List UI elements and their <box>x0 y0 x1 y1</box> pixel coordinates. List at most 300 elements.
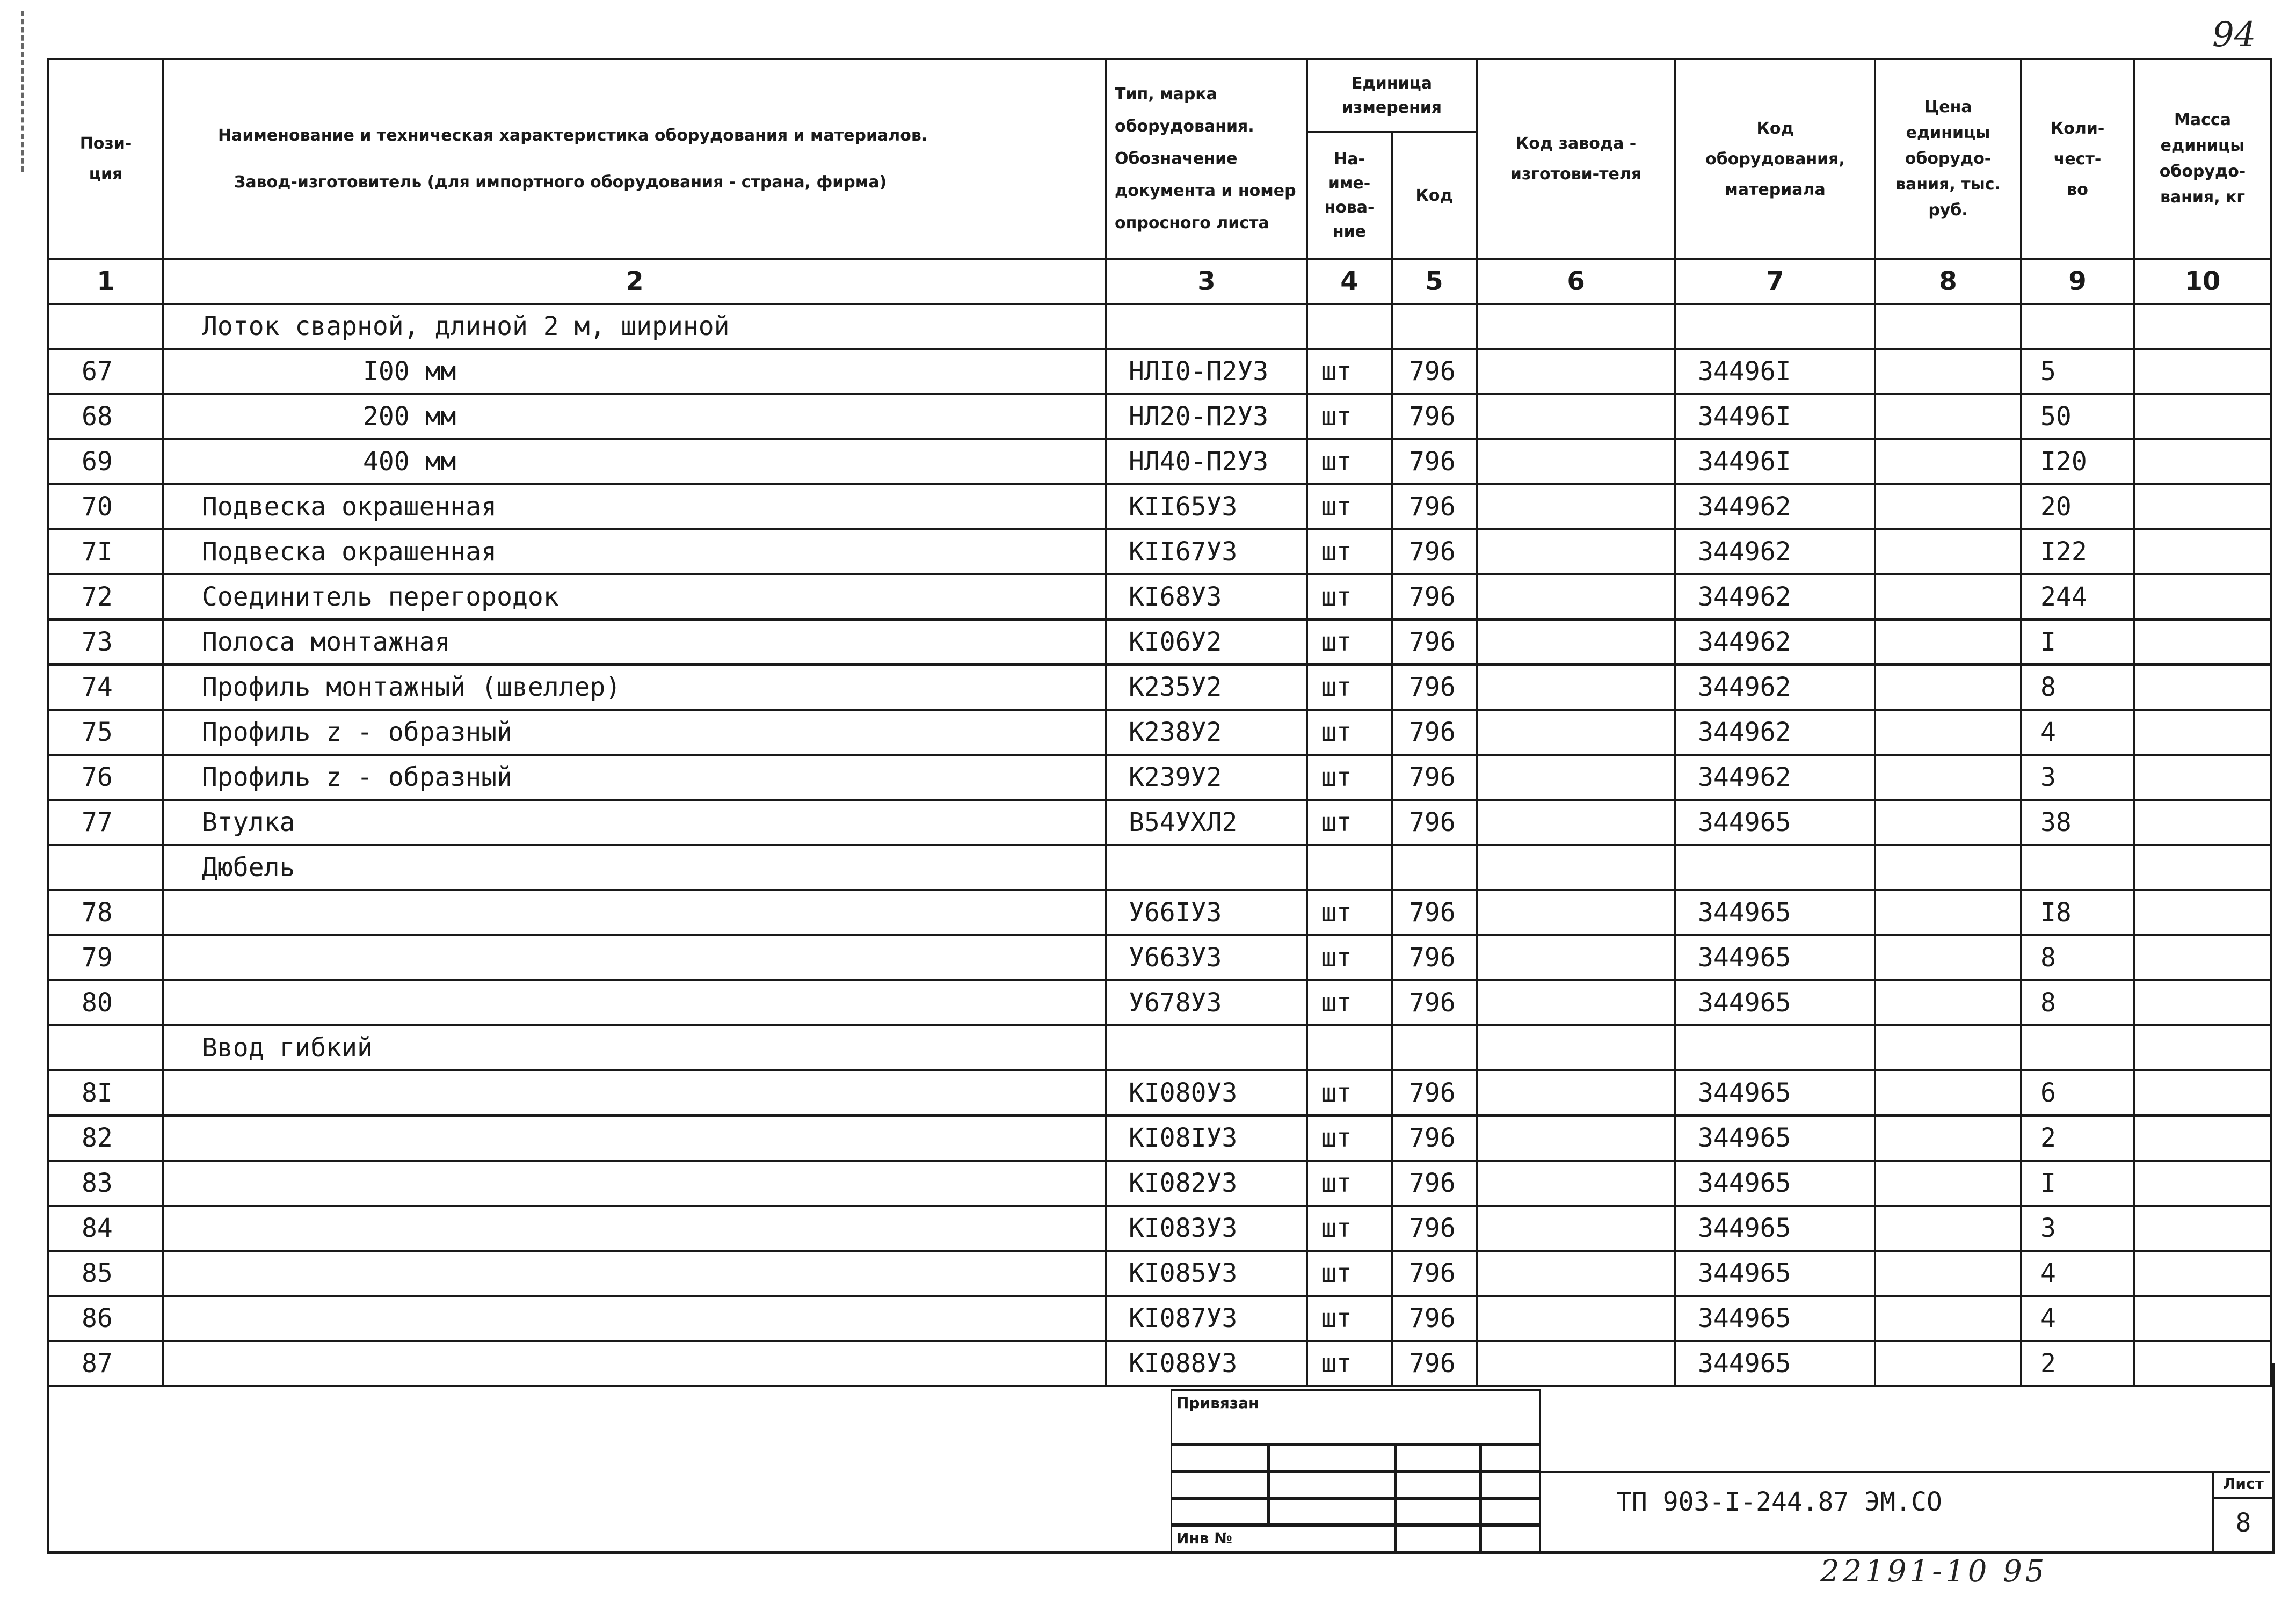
row-unit-code: 796 <box>1392 349 1477 394</box>
row-material-code <box>1675 845 1875 890</box>
row-quantity: I20 <box>2021 439 2134 484</box>
row-unit-name <box>1307 1025 1392 1070</box>
row-type-mark: У678УЗ <box>1106 980 1307 1025</box>
row-type-mark: К238У2 <box>1106 710 1307 755</box>
header-type: Тип, марка оборудования. Обозначение документа и номер опросного листа <box>1106 59 1307 259</box>
column-number: 8 <box>1875 259 2021 304</box>
row-material-code: 344965 <box>1675 935 1875 980</box>
row-type-mark: К239У2 <box>1106 755 1307 800</box>
stamp-grid-cell <box>1171 1497 1270 1527</box>
row-name: Профиль z - образный <box>163 710 1106 755</box>
row-quantity: 244 <box>2021 574 2134 619</box>
row-manufacturer-code <box>1477 710 1675 755</box>
row-quantity: I <box>2021 1161 2134 1206</box>
table-row <box>48 529 2271 574</box>
row-unit-code: 796 <box>1392 980 1477 1025</box>
attachment-stamp <box>1171 1389 1541 1556</box>
row-unit-name: шт <box>1307 1070 1392 1115</box>
sheet-label: Лист <box>2214 1471 2272 1499</box>
column-number: 3 <box>1106 259 1307 304</box>
row-mass <box>2134 1115 2271 1161</box>
table-row <box>48 439 2271 484</box>
row-unit-code: 796 <box>1392 1251 1477 1296</box>
row-mass <box>2134 349 2271 394</box>
row-type-mark <box>1106 1025 1307 1070</box>
stamp-inv-label: Инв № <box>1176 1529 1232 1547</box>
row-name <box>163 1115 1106 1161</box>
row-type-mark: КI06У2 <box>1106 619 1307 665</box>
row-manufacturer-code <box>1477 394 1675 439</box>
row-manufacturer-code <box>1477 574 1675 619</box>
header-unit-name: На-име-нова-ние <box>1307 132 1392 259</box>
row-name: Профиль z - образный <box>163 755 1106 800</box>
table-row <box>48 935 2271 980</box>
row-manufacturer-code <box>1477 935 1675 980</box>
row-mass <box>2134 529 2271 574</box>
row-type-mark: КI68УЗ <box>1106 574 1307 619</box>
stamp-grid-cell <box>1479 1497 1541 1527</box>
row-quantity: 3 <box>2021 755 2134 800</box>
row-price <box>1875 1206 2021 1251</box>
stamp-inv-cell <box>1171 1523 1397 1554</box>
table-row <box>48 484 2271 529</box>
row-position: 72 <box>48 574 163 619</box>
row-material-code: 34496I <box>1675 349 1875 394</box>
row-position: 82 <box>48 1115 163 1161</box>
row-price <box>1875 980 2021 1025</box>
row-type-mark: К235У2 <box>1106 665 1307 710</box>
row-position: 7I <box>48 529 163 574</box>
row-quantity <box>2021 1025 2134 1070</box>
row-price <box>1875 755 2021 800</box>
row-material-code: 344962 <box>1675 574 1875 619</box>
row-mass <box>2134 619 2271 665</box>
row-quantity: 8 <box>2021 980 2134 1025</box>
table-row <box>48 304 2271 349</box>
row-price <box>1875 1115 2021 1161</box>
table-row <box>48 349 2271 394</box>
row-type-mark: У663УЗ <box>1106 935 1307 980</box>
row-name <box>163 890 1106 935</box>
row-unit-code: 796 <box>1392 1070 1477 1115</box>
column-number: 1 <box>48 259 163 304</box>
row-manufacturer-code <box>1477 845 1675 890</box>
row-unit-code: 796 <box>1392 1341 1477 1386</box>
row-material-code: 344962 <box>1675 529 1875 574</box>
specification-table <box>47 58 2272 1387</box>
row-manufacturer-code <box>1477 1025 1675 1070</box>
table-row <box>48 890 2271 935</box>
table-row <box>48 800 2271 845</box>
row-mass <box>2134 574 2271 619</box>
row-mass <box>2134 980 2271 1025</box>
header-position: Пози- ция <box>48 59 163 259</box>
row-name <box>163 980 1106 1025</box>
row-type-mark: НЛ20-П2УЗ <box>1106 394 1307 439</box>
row-name: Втулка <box>163 800 1106 845</box>
row-unit-name: шт <box>1307 800 1392 845</box>
row-mass <box>2134 439 2271 484</box>
header-material-code: Код оборудования, материала <box>1675 59 1875 259</box>
row-manufacturer-code <box>1477 1296 1675 1341</box>
row-material-code: 344965 <box>1675 1070 1875 1115</box>
stamp-grid-cell <box>1267 1443 1397 1473</box>
row-quantity: 3 <box>2021 1206 2134 1251</box>
row-manufacturer-code <box>1477 1251 1675 1296</box>
stamp-grid-cell <box>1394 1470 1482 1500</box>
row-position: 73 <box>48 619 163 665</box>
row-mass <box>2134 1251 2271 1296</box>
row-unit-code: 796 <box>1392 755 1477 800</box>
row-type-mark: КI08IУЗ <box>1106 1115 1307 1161</box>
row-material-code: 344962 <box>1675 484 1875 529</box>
row-price <box>1875 1070 2021 1115</box>
row-material-code: 344965 <box>1675 980 1875 1025</box>
row-name: Профиль монтажный (швеллер) <box>163 665 1106 710</box>
row-position: 75 <box>48 710 163 755</box>
row-quantity: 2 <box>2021 1115 2134 1161</box>
row-quantity <box>2021 304 2134 349</box>
row-quantity: 4 <box>2021 1251 2134 1296</box>
row-manufacturer-code <box>1477 800 1675 845</box>
row-name <box>163 1251 1106 1296</box>
row-mass <box>2134 1161 2271 1206</box>
row-name: I00 мм <box>163 349 1106 394</box>
row-material-code: 34496I <box>1675 394 1875 439</box>
row-unit-name: шт <box>1307 1341 1392 1386</box>
stamp-grid-cell <box>1394 1443 1482 1473</box>
row-price <box>1875 439 2021 484</box>
row-position: 84 <box>48 1206 163 1251</box>
row-quantity <box>2021 845 2134 890</box>
row-position: 87 <box>48 1341 163 1386</box>
sheet-number: 8 <box>2235 1508 2251 1538</box>
row-price <box>1875 890 2021 935</box>
row-manufacturer-code <box>1477 1206 1675 1251</box>
row-material-code <box>1675 304 1875 349</box>
row-position: 77 <box>48 800 163 845</box>
row-type-mark <box>1106 304 1307 349</box>
row-unit-code: 796 <box>1392 394 1477 439</box>
row-name: Дюбель <box>163 845 1106 890</box>
row-unit-code: 796 <box>1392 574 1477 619</box>
row-quantity: 5 <box>2021 349 2134 394</box>
row-unit-code: 796 <box>1392 619 1477 665</box>
row-unit-code: 796 <box>1392 1296 1477 1341</box>
row-name: Подвеска окрашенная <box>163 484 1106 529</box>
row-position: 76 <box>48 755 163 800</box>
row-name <box>163 1070 1106 1115</box>
column-number: 2 <box>163 259 1106 304</box>
table-row <box>48 1070 2271 1115</box>
row-quantity: I8 <box>2021 890 2134 935</box>
row-unit-code: 796 <box>1392 1206 1477 1251</box>
row-mass <box>2134 304 2271 349</box>
header-manufacturer-code: Код завода - изготови-теля <box>1477 59 1675 259</box>
row-manufacturer-code <box>1477 484 1675 529</box>
row-position: 67 <box>48 349 163 394</box>
stamp-grid-cell <box>1267 1497 1397 1527</box>
row-manufacturer-code <box>1477 1115 1675 1161</box>
row-name <box>163 1161 1106 1206</box>
row-position <box>48 304 163 349</box>
row-type-mark: НЛ40-П2УЗ <box>1106 439 1307 484</box>
row-mass <box>2134 1296 2271 1341</box>
row-quantity: 8 <box>2021 935 2134 980</box>
row-manufacturer-code <box>1477 304 1675 349</box>
column-number: 7 <box>1675 259 1875 304</box>
row-unit-code: 796 <box>1392 710 1477 755</box>
table-row <box>48 1025 2271 1070</box>
row-unit-code: 796 <box>1392 1161 1477 1206</box>
row-type-mark: КI080УЗ <box>1106 1070 1307 1115</box>
row-type-mark: КI087УЗ <box>1106 1296 1307 1341</box>
row-type-mark: КI083УЗ <box>1106 1206 1307 1251</box>
table-row <box>48 619 2271 665</box>
row-unit-name: шт <box>1307 349 1392 394</box>
table-row <box>48 665 2271 710</box>
row-manufacturer-code <box>1477 980 1675 1025</box>
row-quantity: 6 <box>2021 1070 2134 1115</box>
row-material-code: 344962 <box>1675 710 1875 755</box>
row-quantity: 38 <box>2021 800 2134 845</box>
row-price <box>1875 529 2021 574</box>
column-number: 9 <box>2021 259 2134 304</box>
row-unit-name: шт <box>1307 619 1392 665</box>
row-type-mark: У66IУЗ <box>1106 890 1307 935</box>
row-position: 8I <box>48 1070 163 1115</box>
table-row <box>48 755 2271 800</box>
row-unit-name: шт <box>1307 1115 1392 1161</box>
row-unit-code: 796 <box>1392 890 1477 935</box>
row-manufacturer-code <box>1477 890 1675 935</box>
row-position: 70 <box>48 484 163 529</box>
row-unit-name <box>1307 304 1392 349</box>
row-quantity: 8 <box>2021 665 2134 710</box>
row-manufacturer-code <box>1477 619 1675 665</box>
row-unit-code: 796 <box>1392 1115 1477 1161</box>
stamp-grid-cell <box>1171 1470 1270 1500</box>
row-price <box>1875 1296 2021 1341</box>
row-unit-code <box>1392 845 1477 890</box>
table-row <box>48 1206 2271 1251</box>
row-unit-name: шт <box>1307 1296 1392 1341</box>
row-mass <box>2134 800 2271 845</box>
stamp-grid-cell <box>1479 1470 1541 1500</box>
stamp-grid-cell <box>1394 1497 1482 1527</box>
row-manufacturer-code <box>1477 349 1675 394</box>
row-type-mark: НЛI0-П2УЗ <box>1106 349 1307 394</box>
row-position: 74 <box>48 665 163 710</box>
stamp-grid-cell <box>1267 1470 1397 1500</box>
row-position: 68 <box>48 394 163 439</box>
row-unit-name: шт <box>1307 980 1392 1025</box>
row-name: Полоса монтажная <box>163 619 1106 665</box>
title-block-divider <box>1541 1471 2270 1473</box>
row-unit-name: шт <box>1307 484 1392 529</box>
row-price <box>1875 349 2021 394</box>
header-mass: Масса единицы оборудо-вания, кг <box>2134 59 2271 259</box>
row-price <box>1875 665 2021 710</box>
row-material-code: 344965 <box>1675 800 1875 845</box>
row-position <box>48 845 163 890</box>
row-unit-name: шт <box>1307 665 1392 710</box>
row-price <box>1875 619 2021 665</box>
table-row <box>48 1115 2271 1161</box>
row-unit-code: 796 <box>1392 800 1477 845</box>
row-price <box>1875 484 2021 529</box>
row-type-mark: В54УХЛ2 <box>1106 800 1307 845</box>
row-position: 79 <box>48 935 163 980</box>
row-manufacturer-code <box>1477 1070 1675 1115</box>
row-mass <box>2134 935 2271 980</box>
table-row <box>48 710 2271 755</box>
row-material-code: 344965 <box>1675 1296 1875 1341</box>
column-number: 4 <box>1307 259 1392 304</box>
stamp-grid-cell <box>1479 1443 1541 1473</box>
row-unit-code <box>1392 1025 1477 1070</box>
column-number-row <box>48 259 2271 304</box>
stamp-attached-cell <box>1171 1389 1541 1446</box>
stamp-grid-cell <box>1479 1523 1541 1554</box>
row-price <box>1875 1161 2021 1206</box>
row-manufacturer-code <box>1477 529 1675 574</box>
row-price <box>1875 574 2021 619</box>
row-name: 400 мм <box>163 439 1106 484</box>
sheet-box <box>2212 1471 2272 1551</box>
row-price <box>1875 710 2021 755</box>
row-name <box>163 935 1106 980</box>
header-quantity: Коли-чест-во <box>2021 59 2134 259</box>
row-price <box>1875 845 2021 890</box>
row-type-mark: КII65УЗ <box>1106 484 1307 529</box>
row-unit-name: шт <box>1307 439 1392 484</box>
stamp-attached-label: Привязан <box>1176 1394 1259 1412</box>
row-mass <box>2134 484 2271 529</box>
row-unit-code: 796 <box>1392 439 1477 484</box>
row-manufacturer-code <box>1477 665 1675 710</box>
handwritten-archive-number: 22191-10 95 <box>1820 1554 2048 1589</box>
row-price <box>1875 1025 2021 1070</box>
row-mass <box>2134 394 2271 439</box>
row-material-code: 344962 <box>1675 665 1875 710</box>
header-unit-code: Код <box>1392 132 1477 259</box>
row-position: 83 <box>48 1161 163 1206</box>
row-position: 78 <box>48 890 163 935</box>
title-block-area <box>47 1363 2275 1554</box>
row-unit-code: 796 <box>1392 484 1477 529</box>
row-mass <box>2134 1206 2271 1251</box>
row-unit-code: 796 <box>1392 665 1477 710</box>
row-position: 86 <box>48 1296 163 1341</box>
row-unit-name: шт <box>1307 574 1392 619</box>
row-material-code: 344965 <box>1675 1206 1875 1251</box>
row-type-mark: КI088УЗ <box>1106 1341 1307 1386</box>
row-material-code: 344965 <box>1675 1251 1875 1296</box>
row-mass <box>2134 845 2271 890</box>
row-mass <box>2134 890 2271 935</box>
row-name: Ввод гибкий <box>163 1025 1106 1070</box>
header-name-line1: Наименование и техническая характеристика оборудования и материалов. <box>218 126 928 145</box>
row-material-code: 344965 <box>1675 890 1875 935</box>
table-row <box>48 845 2271 890</box>
row-quantity: I22 <box>2021 529 2134 574</box>
row-type-mark <box>1106 845 1307 890</box>
row-unit-name: шт <box>1307 394 1392 439</box>
header-price: Цена единицы оборудо-вания, тыс. руб. <box>1875 59 2021 259</box>
row-unit-name: шт <box>1307 1251 1392 1296</box>
row-name: Соединитель перегородок <box>163 574 1106 619</box>
row-price <box>1875 304 2021 349</box>
row-quantity: 2 <box>2021 1341 2134 1386</box>
row-quantity: 50 <box>2021 394 2134 439</box>
column-number: 10 <box>2134 259 2271 304</box>
row-material-code: 344965 <box>1675 1115 1875 1161</box>
table-row <box>48 1251 2271 1296</box>
handwritten-page-number: 94 <box>2212 15 2256 55</box>
document-code: ТП 903-I-244.87 ЭМ.СО <box>1616 1487 1942 1517</box>
table-row <box>48 574 2271 619</box>
row-name: Лоток сварной, длиной 2 м, шириной <box>163 304 1106 349</box>
table-row <box>48 1296 2271 1341</box>
header-name-line2: Завод-изготовитель (для импортного оборудования - страна, фирма) <box>234 173 887 192</box>
row-position <box>48 1025 163 1070</box>
row-mass <box>2134 755 2271 800</box>
header-unit-group: Единица измерения <box>1307 59 1477 132</box>
row-unit-name: шт <box>1307 710 1392 755</box>
row-material-code: 344965 <box>1675 1341 1875 1386</box>
row-material-code: 34496I <box>1675 439 1875 484</box>
row-mass <box>2134 710 2271 755</box>
row-name <box>163 1206 1106 1251</box>
row-name: Подвеска окрашенная <box>163 529 1106 574</box>
header-name <box>163 59 1106 259</box>
row-position: 80 <box>48 980 163 1025</box>
row-name: 200 мм <box>163 394 1106 439</box>
row-unit-name: шт <box>1307 1161 1392 1206</box>
column-number: 5 <box>1392 259 1477 304</box>
row-manufacturer-code <box>1477 439 1675 484</box>
row-mass <box>2134 1025 2271 1070</box>
row-quantity: I <box>2021 619 2134 665</box>
row-type-mark: КII67УЗ <box>1106 529 1307 574</box>
row-unit-name: шт <box>1307 529 1392 574</box>
table-row <box>48 980 2271 1025</box>
row-position: 69 <box>48 439 163 484</box>
row-material-code <box>1675 1025 1875 1070</box>
row-quantity: 20 <box>2021 484 2134 529</box>
row-mass <box>2134 665 2271 710</box>
row-unit-code: 796 <box>1392 935 1477 980</box>
row-unit-name: шт <box>1307 890 1392 935</box>
row-type-mark: КI082УЗ <box>1106 1161 1307 1206</box>
row-price <box>1875 394 2021 439</box>
table-row <box>48 1161 2271 1206</box>
row-price <box>1875 935 2021 980</box>
column-number: 6 <box>1477 259 1675 304</box>
row-position: 85 <box>48 1251 163 1296</box>
row-mass <box>2134 1070 2271 1115</box>
row-name <box>163 1296 1106 1341</box>
row-material-code: 344965 <box>1675 1161 1875 1206</box>
stamp-grid-cell <box>1394 1523 1482 1554</box>
row-material-code: 344962 <box>1675 619 1875 665</box>
row-price <box>1875 800 2021 845</box>
row-unit-name <box>1307 845 1392 890</box>
row-manufacturer-code <box>1477 1161 1675 1206</box>
row-unit-name: шт <box>1307 935 1392 980</box>
row-quantity: 4 <box>2021 710 2134 755</box>
